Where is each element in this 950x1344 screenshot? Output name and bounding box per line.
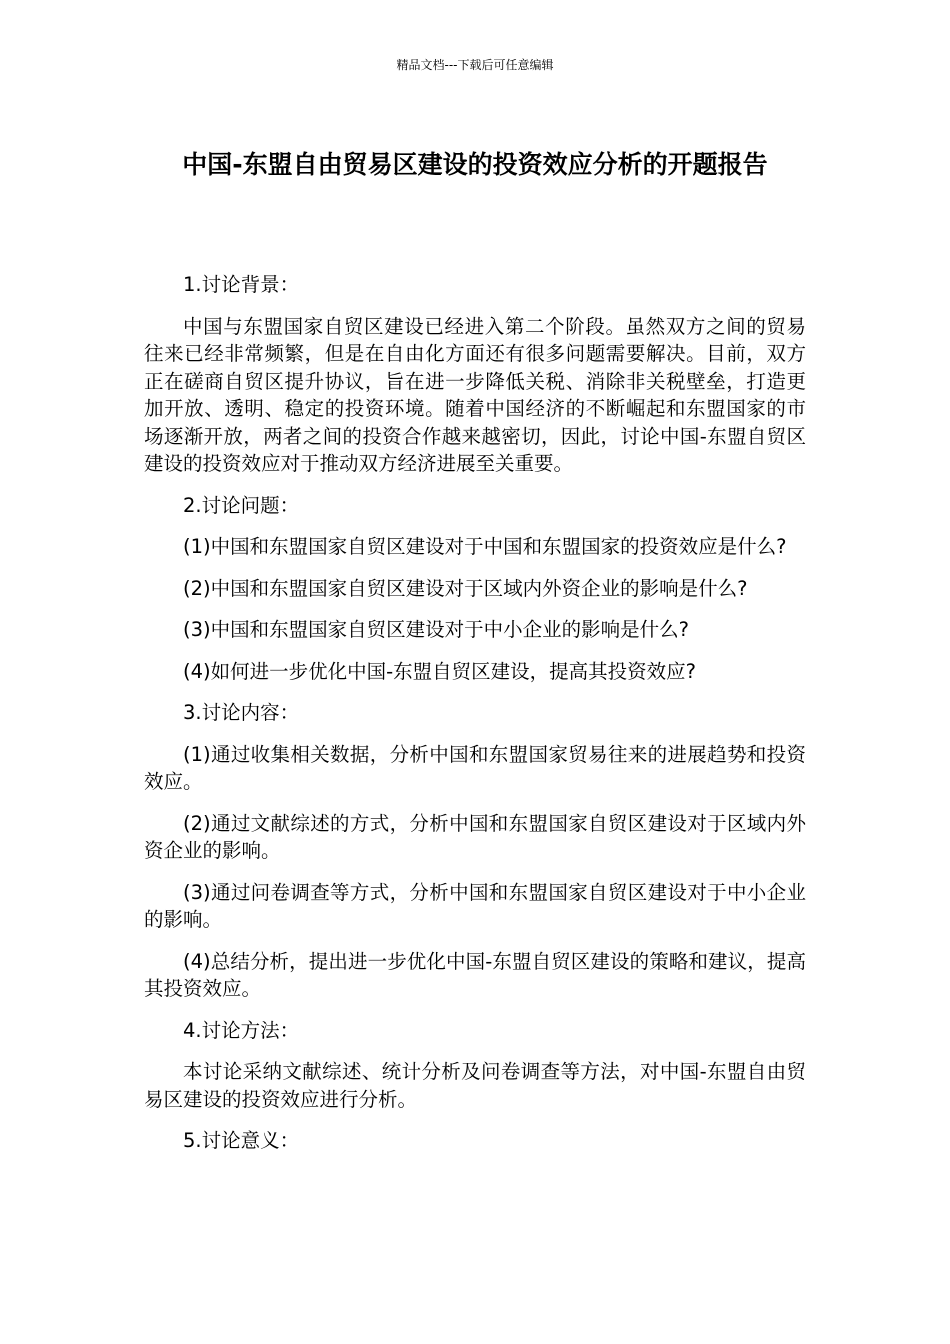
content-item-1: (1)通过收集相关数据，分析中国和东盟国家贸易往来的进展趋势和投资效应。 [144,742,806,793]
heading-research-questions: 2.讨论问题： [183,493,300,517]
paragraph-methods-body: 本讨论采纳文献综述、统计分析及问卷调查等方法，对中国-东盟自由贸易区建设的投资效应进行分析。 [144,1060,806,1111]
document-title: 中国-东盟自由贸易区建设的投资效应分析的开题报告 [182,150,768,179]
content-item-3: (3)通过问卷调查等方式，分析中国和东盟国家自贸区建设对于中小企业的影响。 [144,880,806,931]
question-item-1: (1)中国和东盟国家自贸区建设对于中国和东盟国家的投资效应是什么? [183,535,787,558]
paragraph-background-body: 中国与东盟国家自贸区建设已经进入第二个阶段。虽然双方之间的贸易往来已经非常频繁，但是在自由化方面还有很多问题需要解决。目前，双方正在磋商自贸区提升协议，旨在进一步降低关税、消除非关税壁垒，打造更加开放、透明、稳定的投资环境。随着中国经济的不断崛起和东盟国家的市场逐渐开放，两者之间的投资合作越来越密切，因此，讨论中国-东盟自贸区建设的投资效应对于推动双方经济进展至关重要。 [144,314,806,475]
question-item-3: (3)中国和东盟国家自贸区建设对于中小企业的影响是什么? [183,618,689,641]
content-item-2: (2)通过文献综述的方式，分析中国和东盟国家自贸区建设对于区域内外资企业的影响。 [144,811,806,862]
document-body [144,271,806,1169]
heading-research-significance: 5.讨论意义： [183,1129,300,1152]
content-item-4: (4)总结分析，提出进一步优化中国-东盟自贸区建设的策略和建议，提高其投资效应。 [144,949,806,1000]
page-header-text: 精品文档---下载后可任意编辑 [396,58,554,72]
heading-research-background: 1.讨论背景： [183,273,300,296]
heading-research-methods: 4.讨论方法： [183,1018,300,1042]
question-item-4: (4)如何进一步优化中国-东盟自贸区建设，提高其投资效应? [183,659,697,683]
heading-research-content: 3.讨论内容： [183,701,300,724]
question-item-2: (2)中国和东盟国家自贸区建设对于区域内外资企业的影响是什么? [183,576,748,600]
